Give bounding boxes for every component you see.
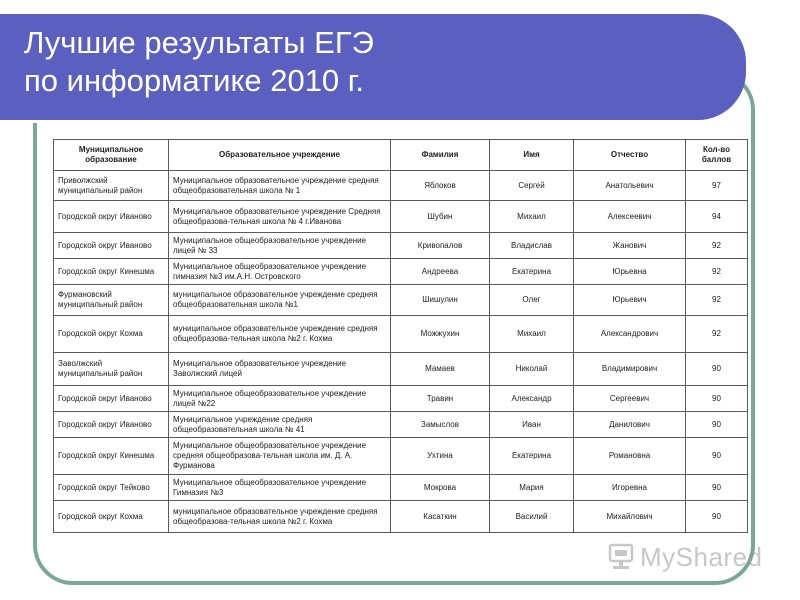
- title-line-2: по информатике 2010 г.: [24, 63, 364, 98]
- cell-score: 94: [686, 201, 748, 233]
- cell-patronymic: Романовна: [574, 438, 686, 475]
- cell-surname: Касаткин: [391, 501, 490, 533]
- cell-surname: Андреева: [391, 259, 490, 285]
- table-row: [54, 316, 748, 353]
- table-body: [54, 171, 748, 533]
- cell-name: Олег: [490, 285, 574, 316]
- title-line-1: Лучшие результаты ЕГЭ: [24, 25, 374, 60]
- cell-municipality: Городской округ Кинешма: [54, 259, 169, 285]
- cell-name: Михаил: [490, 201, 574, 233]
- table-header-row: [54, 140, 748, 171]
- header-score: Кол-во баллов: [686, 140, 748, 171]
- cell-patronymic: Владимирович: [574, 353, 686, 386]
- cell-score: 90: [686, 386, 748, 412]
- table-row: [54, 438, 748, 475]
- cell-surname: Яблоков: [391, 171, 490, 201]
- cell-institution: Муниципальное общеобразовательное учреждение Гимназия №3: [169, 475, 391, 501]
- cell-score: 90: [686, 475, 748, 501]
- banner-divider: [20, 120, 726, 123]
- table-row: [54, 386, 748, 412]
- cell-surname: Шубин: [391, 201, 490, 233]
- cell-patronymic: Анатольевич: [574, 171, 686, 201]
- cell-municipality: Фурмановский муниципальный район: [54, 285, 169, 316]
- cell-name: Екатерина: [490, 259, 574, 285]
- cell-surname: Травин: [391, 386, 490, 412]
- results-table: [53, 139, 748, 533]
- cell-score: 92: [686, 259, 748, 285]
- table-row: [54, 233, 748, 259]
- table-row: [54, 285, 748, 316]
- cell-name: Александр: [490, 386, 574, 412]
- cell-patronymic: Жанович: [574, 233, 686, 259]
- cell-name: Василий: [490, 501, 574, 533]
- cell-municipality: Городской округ Тейково: [54, 475, 169, 501]
- cell-institution: муниципальное образовательное учреждение средняя общеобразова-тельная школа №2 г. Кохма: [169, 316, 391, 353]
- table-row: [54, 201, 748, 233]
- cell-surname: Ухтина: [391, 438, 490, 475]
- cell-institution: Муниципальное образовательное учреждение Средняя общеобразова-тельная школа № 4 г.Иванова: [169, 201, 391, 233]
- cell-name: Николай: [490, 353, 574, 386]
- cell-name: Сергей: [490, 171, 574, 201]
- cell-patronymic: Александрович: [574, 316, 686, 353]
- cell-institution: Муниципальное общеобразовательное учреждение лицей №22: [169, 386, 391, 412]
- cell-patronymic: Михайлович: [574, 501, 686, 533]
- cell-institution: Муниципальное общеобразовательное учреждение гимназия №3 им.А.Н. Островского: [169, 259, 391, 285]
- table-row: [54, 353, 748, 386]
- cell-institution: муниципальное образовательное учреждение средняя общеобразовательная школа №1: [169, 285, 391, 316]
- cell-municipality: Городской округ Кинешма: [54, 438, 169, 475]
- cell-name: Иван: [490, 412, 574, 438]
- cell-name: Екатерина: [490, 438, 574, 475]
- cell-institution: муниципальное образовательное учреждение средняя общеобразова-тельная школа №2 г. Кохма: [169, 501, 391, 533]
- header-name: Имя: [490, 140, 574, 171]
- table-row: [54, 259, 748, 285]
- table-row: [54, 171, 748, 201]
- cell-patronymic: Игоревна: [574, 475, 686, 501]
- table-row: [54, 501, 748, 533]
- cell-institution: Муниципальное образовательное учреждение Заволжский лицей: [169, 353, 391, 386]
- header-municipality: Муниципальное образование: [54, 140, 169, 171]
- cell-surname: Мамаев: [391, 353, 490, 386]
- cell-municipality: Городской округ Иваново: [54, 386, 169, 412]
- cell-patronymic: Данилович: [574, 412, 686, 438]
- cell-institution: Муниципальное образовательное учреждение средняя общеобразовательная школа № 1: [169, 171, 391, 201]
- table-row: [54, 475, 748, 501]
- cell-name: Владислав: [490, 233, 574, 259]
- cell-score: 90: [686, 412, 748, 438]
- cell-patronymic: Алексеевич: [574, 201, 686, 233]
- cell-institution: Муниципальное учреждение средняя общеобразовательная школа № 41: [169, 412, 391, 438]
- header-institution: Образовательное учреждение: [169, 140, 391, 171]
- myshared-logo-icon: [608, 542, 634, 572]
- cell-municipality: Городской округ Кохма: [54, 501, 169, 533]
- table-row: [54, 412, 748, 438]
- cell-name: Михаил: [490, 316, 574, 353]
- cell-score: 90: [686, 353, 748, 386]
- cell-municipality: Заволжский муниципальный район: [54, 353, 169, 386]
- cell-patronymic: Юрьевна: [574, 259, 686, 285]
- cell-patronymic: Юрьевич: [574, 285, 686, 316]
- cell-municipality: Приволжский муниципальный район: [54, 171, 169, 201]
- cell-surname: Можжухин: [391, 316, 490, 353]
- cell-surname: Мокрова: [391, 475, 490, 501]
- cell-score: 90: [686, 501, 748, 533]
- cell-municipality: Городской округ Кохма: [54, 316, 169, 353]
- cell-surname: Замыслов: [391, 412, 490, 438]
- cell-institution: Муниципальное общеобразовательное учреждение лицей № 33: [169, 233, 391, 259]
- cell-score: 92: [686, 316, 748, 353]
- cell-institution: Муниципальное общеобразовательное учреждение средняя общеобразова-тельная школа им. Д. А. Фурманова: [169, 438, 391, 475]
- cell-name: Мария: [490, 475, 574, 501]
- header-surname: Фамилия: [391, 140, 490, 171]
- cell-score: 92: [686, 285, 748, 316]
- header-patronymic: Отчество: [574, 140, 686, 171]
- cell-municipality: Городской округ Иваново: [54, 412, 169, 438]
- cell-municipality: Городской округ Иваново: [54, 233, 169, 259]
- cell-surname: Шишулин: [391, 285, 490, 316]
- cell-municipality: Городской округ Иваново: [54, 201, 169, 233]
- cell-patronymic: Сергеевич: [574, 386, 686, 412]
- page-title: [24, 24, 374, 100]
- watermark: [608, 537, 763, 577]
- cell-surname: Кривопалов: [391, 233, 490, 259]
- watermark-text: MyShared: [640, 541, 763, 572]
- cell-score: 97: [686, 171, 748, 201]
- cell-score: 90: [686, 438, 748, 475]
- cell-score: 92: [686, 233, 748, 259]
